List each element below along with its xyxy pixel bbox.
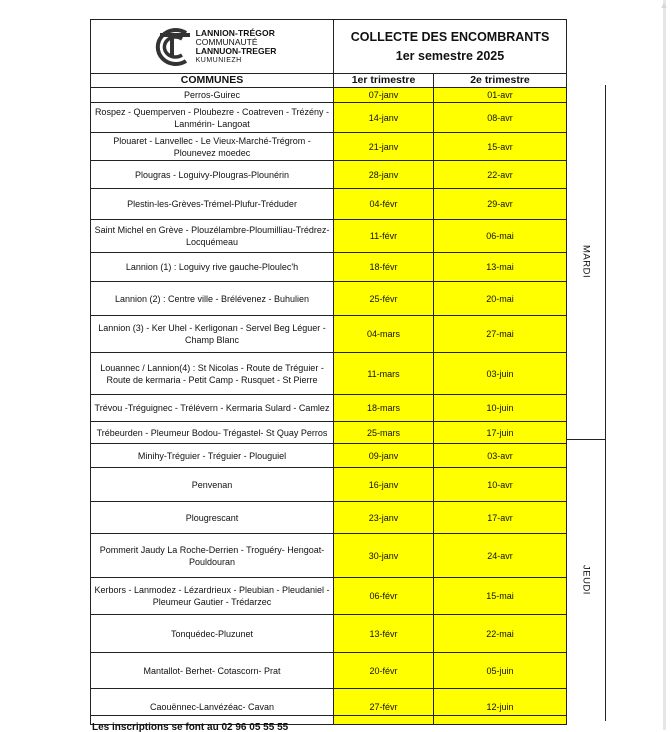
commune-cell: Kerbors - Lanmodez - Lézardrieux - Pleubian - Pleudaniel - Pleumeur Gautier - Trédarzec [91, 578, 334, 615]
day-group-mardi [567, 85, 606, 440]
table-row [91, 133, 567, 161]
date-trimestre-1: 07-janv [334, 88, 434, 103]
table-row [91, 395, 567, 422]
table-row [91, 220, 567, 253]
commune-cell: Penvenan [91, 468, 334, 502]
table-row [91, 615, 567, 653]
page-title: COLLECTE DES ENCOMBRANTS [350, 29, 550, 44]
commune-cell: Lannion (2) : Centre ville - Brélévenez - Buhulien [91, 282, 334, 316]
table-row [91, 468, 567, 502]
date-trimestre-1: 04-févr [334, 189, 434, 220]
commune-cell: Minihy-Tréguier - Tréguier - Plouguiel [91, 444, 334, 468]
vertical-scrollbar[interactable] [659, 0, 669, 730]
commune-cell: Trévou -Tréguignec - Trélévern - Kermaria Sulard - Camlez [91, 395, 334, 422]
date-trimestre-2: 08-avr [434, 103, 567, 133]
table-row [91, 534, 567, 578]
schedule-table [90, 19, 567, 725]
date-trimestre-1: 11-févr [334, 220, 434, 253]
table-row [91, 316, 567, 353]
logo [93, 27, 331, 67]
date-trimestre-2: 29-avr [434, 189, 567, 220]
table-row [91, 189, 567, 220]
date-trimestre-1: 06-févr [334, 578, 434, 615]
commune-cell: Plestin-les-Grèves-Trémel-Plufur-Tréduder [91, 189, 334, 220]
table-row [91, 88, 567, 103]
date-trimestre-2: 15-avr [434, 133, 567, 161]
table-row [91, 422, 567, 444]
commune-cell: Lannion (1) : Loguivy rive gauche-Ploulec'h [91, 253, 334, 282]
date-trimestre-2: 13-mai [434, 253, 567, 282]
day-group-jeudi [567, 439, 606, 721]
date-trimestre-1: 21-janv [334, 133, 434, 161]
date-trimestre-1: 28-janv [334, 161, 434, 189]
date-trimestre-2: 17-avr [434, 502, 567, 534]
column-header-communes: COMMUNES [91, 74, 334, 88]
date-trimestre-1: 18-mars [334, 395, 434, 422]
document-page [90, 19, 567, 725]
date-trimestre-2: 03-avr [434, 444, 567, 468]
commune-cell: Plougrescant [91, 502, 334, 534]
date-trimestre-2: 27-mai [434, 316, 567, 353]
commune-cell: Plougras - Loguivy-Plougras-Plounérin [91, 161, 334, 189]
logo-line-2: COMMUNAUTÉ [195, 36, 258, 47]
date-trimestre-2: 17-juin [434, 422, 567, 444]
logo-cell [91, 20, 334, 74]
date-trimestre-2: 05-juin [434, 653, 567, 689]
commune-cell: Tonquédec-Pluzunet [91, 615, 334, 653]
date-trimestre-1: 04-mars [334, 316, 434, 353]
date-trimestre-1: 20-févr [334, 653, 434, 689]
schedule-rows [91, 88, 567, 725]
commune-cell: Saint Michel en Grève - Plouzélambre-Ploumilliau-Trédrez-Locquémeau [91, 220, 334, 253]
date-trimestre-1: 14-janv [334, 103, 434, 133]
day-label-mardi: MARDI [580, 245, 592, 279]
table-row [91, 353, 567, 395]
date-trimestre-1: 25-mars [334, 422, 434, 444]
date-trimestre-1: 23-janv [334, 502, 434, 534]
date-trimestre-1: 18-févr [334, 253, 434, 282]
date-trimestre-2: 10-juin [434, 395, 567, 422]
title-cell [334, 20, 567, 74]
commune-cell: Perros-Guirec [91, 88, 334, 103]
date-trimestre-1: 25-févr [334, 282, 434, 316]
commune-cell: Mantallot- Berhet- Cotascorn- Prat [91, 653, 334, 689]
logo-line-3: LANNUON-TREGER [195, 45, 277, 56]
table-row [91, 444, 567, 468]
commune-cell: Trébeurden - Pleumeur Bodou- Trégastel- St Quay Perros [91, 422, 334, 444]
column-header-trimestre-1: 1er trimestre [334, 74, 434, 88]
date-trimestre-2: 01-avr [434, 88, 567, 103]
date-trimestre-2: 24-avr [434, 534, 567, 578]
date-trimestre-1: 09-janv [334, 444, 434, 468]
date-trimestre-2: 12-juin [434, 689, 567, 725]
table-row [91, 653, 567, 689]
commune-cell: Lannion (3) - Ker Uhel - Kerligonan - Servel Beg Léguer - Champ Blanc [91, 316, 334, 353]
scroll-up-arrow-icon[interactable]: ▲ [659, 0, 669, 10]
logo-line-1: LANNION-TRÉGOR [195, 27, 275, 38]
date-trimestre-2: 06-mai [434, 220, 567, 253]
header-row [91, 20, 567, 74]
date-trimestre-2: 22-avr [434, 161, 567, 189]
date-trimestre-1: 16-janv [334, 468, 434, 502]
footer-divider [90, 715, 567, 716]
logo-line-4: KUMUNIEZH [195, 56, 242, 64]
date-trimestre-2: 03-juin [434, 353, 567, 395]
footer-note: Les inscriptions se font au 02 96 05 55 55 [92, 722, 289, 732]
ltc-logo-icon [148, 27, 192, 67]
table-row [91, 103, 567, 133]
date-trimestre-2: 20-mai [434, 282, 567, 316]
page-subtitle: 1er semestre 2025 [395, 48, 505, 63]
day-label-jeudi: JEUDI [580, 565, 592, 595]
commune-cell: Louannec / Lannion(4) : St Nicolas - Route de Tréguier - Route de kermaria - Petit Camp - Rusquet - St Pierre [91, 353, 334, 395]
date-trimestre-2: 10-avr [434, 468, 567, 502]
commune-cell: Pommerit Jaudy La Roche-Derrien - Troguéry- Hengoat- Pouldouran [91, 534, 334, 578]
commune-cell: Caouënnec-Lanvézéac- Cavan [91, 689, 334, 725]
date-trimestre-2: 15-mai [434, 578, 567, 615]
table-row [91, 689, 567, 725]
column-header-trimestre-2: 2e trimestre [434, 74, 567, 88]
table-row [91, 502, 567, 534]
commune-cell: Rospez - Quemperven - Ploubezre - Coatreven - Trézény - Lanmérin- Langoat [91, 103, 334, 133]
date-trimestre-1: 30-janv [334, 534, 434, 578]
table-row [91, 282, 567, 316]
table-row [91, 578, 567, 615]
table-row [91, 161, 567, 189]
table-row [91, 253, 567, 282]
column-header-row [91, 74, 567, 88]
commune-cell: Plouaret - Lanvellec - Le Vieux-Marché-Trégrom - Plounevez moedec [91, 133, 334, 161]
date-trimestre-1: 11-mars [334, 353, 434, 395]
date-trimestre-1: 13-févr [334, 615, 434, 653]
date-trimestre-1: 27-févr [334, 689, 434, 725]
date-trimestre-2: 22-mai [434, 615, 567, 653]
